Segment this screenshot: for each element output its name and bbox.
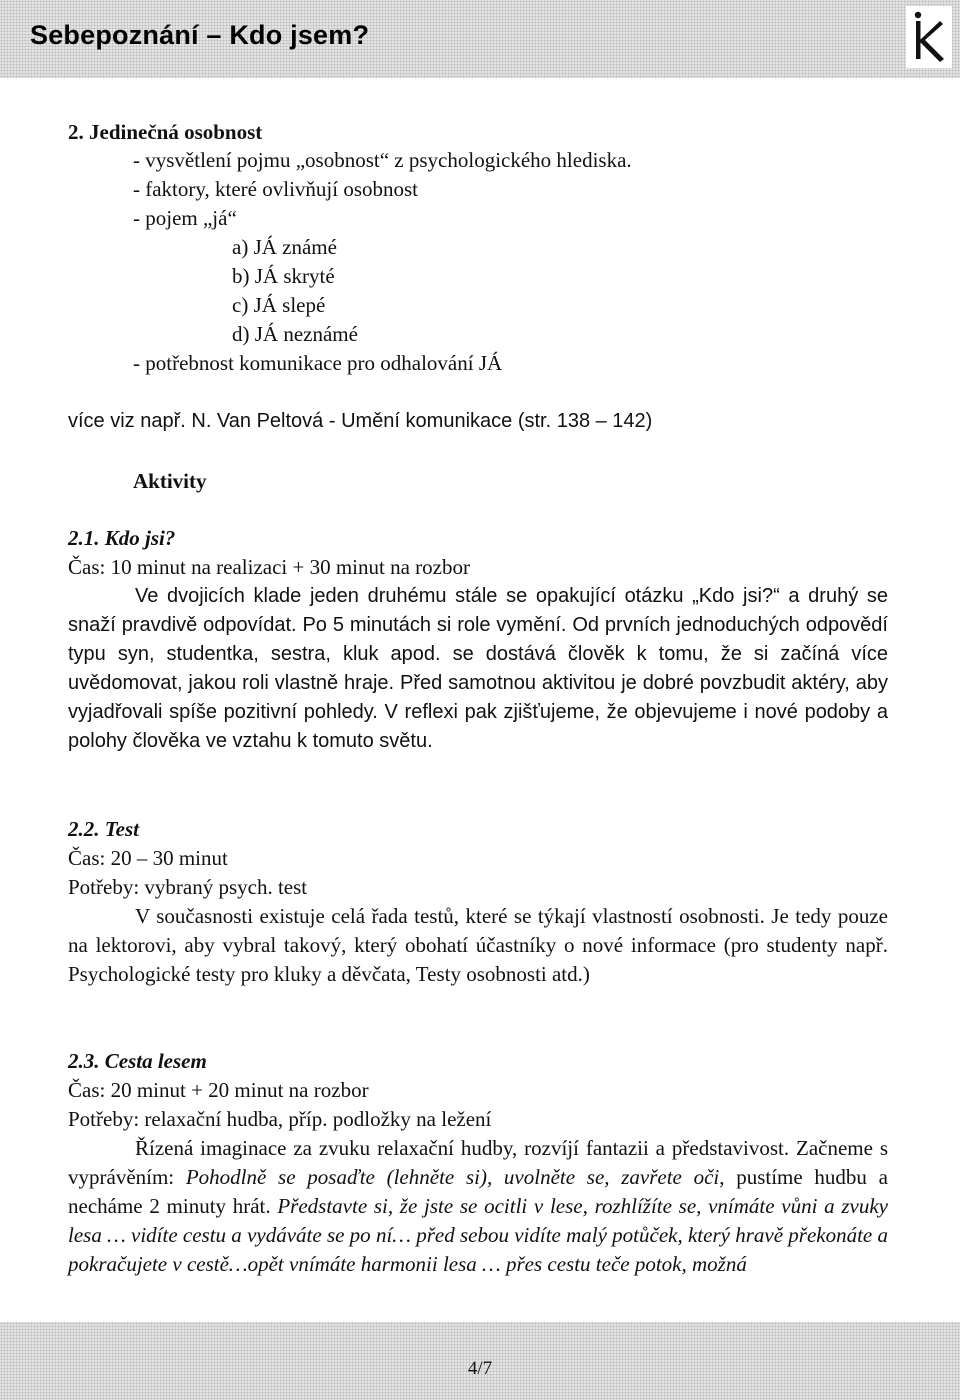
page-number: 4/7: [467, 1358, 493, 1379]
page-footer: [0, 1322, 960, 1400]
activities-heading: Aktivity: [133, 469, 207, 493]
activity-time: Čas: 10 minut na realizaci + 30 minut na rozbor: [68, 555, 470, 579]
activity-text: se dostává člověk k tomu, že si začíná více uvědomovat, jakou roli vlastně hraje.: [68, 643, 888, 694]
logo: [906, 6, 952, 68]
reference-text: více viz např. N. Van Peltová - Umění komunikace (str. 138 – 142): [68, 410, 653, 432]
activity-time: Čas: 20 – 30 minut: [68, 846, 228, 870]
list-item: - potřebnost komunikace pro odhalování JÁ: [133, 351, 503, 375]
activity-text: Ve dvojicích klade jeden druhému stále se opakující otázku „Kdo jsi?“ a druhý se snaží pravdivě odpovídat.: [68, 585, 888, 636]
activity-time: Čas: 20 minut + 20 minut na rozbor: [68, 1078, 369, 1102]
activity-text-italic: Pohodlně se posaďte (lehněte si), uvolněte se, zavřete oči: [185, 1165, 720, 1189]
activity-needs: Potřeby: vybraný psych. test: [68, 875, 308, 899]
activity-text: V reflexi pak zjišťujeme, že objevujeme i nové podoby a polohy člověka ve vztahu k tomuto světu.: [68, 701, 888, 752]
activity-text: Řízená imaginace za zvuku relaxační hudby, rozvíjí fantazii a představivost. Začneme s vyprávěním:: [68, 1136, 888, 1189]
activity-text: Před samotnou aktivitou je dobré povzbudit aktéry, aby vyjadřovali spíše pozitivní pohledy.: [68, 672, 888, 723]
activity-description: [68, 582, 888, 756]
activity-text: Od prvních jednoduchých odpovědí typu syn, studentka, sestra, kluk apod.: [68, 614, 888, 665]
activity-heading: 2.2. Test: [68, 817, 139, 841]
page-header: [0, 0, 960, 78]
list-item: - faktory, které ovlivňují osobnost: [133, 177, 419, 201]
sub-list-item: d) JÁ neznámé: [232, 322, 358, 346]
list-item: - pojem „já“: [133, 206, 237, 230]
section-heading: 2. Jedinečná osobnost: [68, 120, 263, 144]
activity-text: , pustíme hudbu a necháme 2 minuty hrát.: [68, 1165, 888, 1218]
activity-description: [68, 1134, 888, 1279]
activity-text: Po 5 minutách si role vymění.: [302, 614, 567, 636]
activity-heading: 2.1. Kdo jsi?: [68, 526, 176, 550]
sub-list-item: b) JÁ skryté: [232, 264, 335, 288]
document-title: Sebepoznání – Kdo jsem?: [30, 20, 370, 50]
activity-description: V současnosti existuje celá řada testů, které se týkají vlastností osobnosti. Je tedy pouze na lektorovi, aby vybral takový, který obohatí účastníky o nové informace (pro studenty např. Psychologické testy pro kluky a děvčata, Testy osobnosti atd.): [68, 904, 888, 986]
activity-text-italic: Představte si, že jste se ocitli v lese, rozhlížíte se, vnímáte vůni a zvuky lesa … vidíte cestu a vydáváte se po ní… před sebou vidíte malý potůček, který hravě překonáte a pokračujete v cestě…opět vnímáte harmonii lesa … přes cestu teče potok, možná: [68, 1194, 888, 1276]
sub-list-item: c) JÁ slepé: [232, 293, 326, 317]
k-logo-icon: [906, 6, 952, 68]
list-item: - vysvětlení pojmu „osobnost“ z psychologického hlediska.: [133, 148, 632, 172]
activity-heading: 2.3. Cesta lesem: [68, 1049, 207, 1073]
activity-needs: Potřeby: relaxační hudba, příp. podložky na ležení: [68, 1107, 492, 1131]
sub-list-item: a) JÁ známé: [232, 235, 337, 259]
